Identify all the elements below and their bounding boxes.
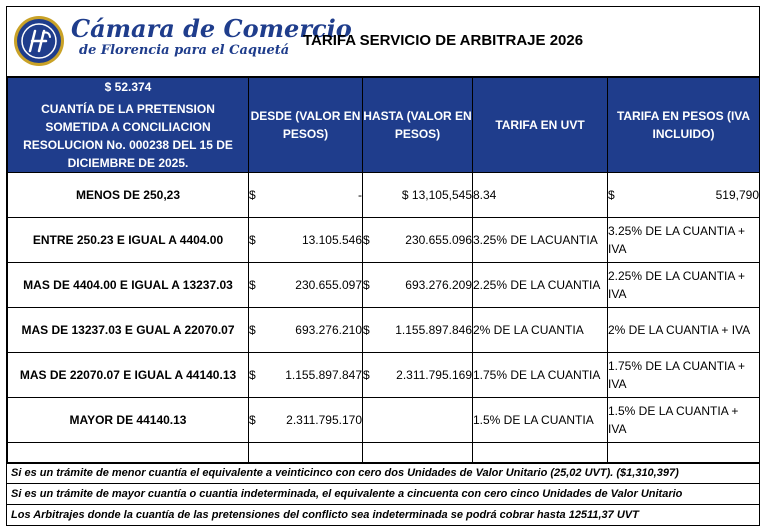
table-row: [8, 173, 760, 218]
range-cell: MAS DE 4404.00 E IGUAL A 13237.03: [8, 263, 249, 308]
table-row: [8, 398, 760, 443]
uvt-cell: 2.25% DE LA CUANTIA: [473, 263, 608, 308]
pesos-cell: 2% DE LA CUANTIA + IVA: [608, 308, 760, 353]
chamber-seal-icon: [13, 15, 65, 67]
hasta-cell: [363, 173, 473, 218]
amount-header: [8, 78, 249, 173]
uvt-cell: 3.25% DE LACUANTIA: [473, 218, 608, 263]
chamber-name: Cámara de Comercio: [71, 14, 352, 43]
currency-sign: $: [249, 233, 256, 247]
note-indeterminada: Los Arbitrajes donde la cuantía de las pretensiones del conflicto sea indeterminada se podrá cobrar hasta 12511,37 UVT: [7, 504, 759, 525]
amount-value: 2.311.795.170: [286, 413, 362, 427]
table-row: [8, 263, 760, 308]
amount-value: 230.655.097: [295, 278, 362, 292]
hasta-cell: [363, 308, 473, 353]
pesos-cell: 3.25% DE LA CUANTIA + IVA: [608, 218, 760, 263]
hasta-header: HASTA (VALOR EN PESOS): [363, 78, 473, 173]
amount-value: 230.655.096: [405, 233, 472, 247]
currency-sign: $: [249, 368, 256, 382]
uvt-cell: 2% DE LA CUANTIA: [473, 308, 608, 353]
sheet-header: [7, 7, 759, 77]
pesos-cell: [608, 173, 760, 218]
table-row: [8, 218, 760, 263]
range-cell: MAYOR DE 44140.13: [8, 398, 249, 443]
uvt-cell: 1.75% DE LA CUANTIA: [473, 353, 608, 398]
amount-value: 519,790: [715, 188, 759, 202]
currency-sign: $: [249, 323, 256, 337]
amount-value: 693.276.209: [405, 278, 472, 292]
amount-value: 1.155.897.847: [285, 368, 362, 382]
empty-cell: [363, 443, 473, 464]
empty-cell: [249, 443, 363, 464]
amount-header-label: CUANTÍA DE LA PRETENSION SOMETIDA A CONCILIACION RESOLUCION No. 000238 DEL 15 DE DICIEMBRE DE 2025.: [23, 102, 233, 170]
empty-cell: [8, 443, 249, 464]
pesos-header: TARIFA EN PESOS (IVA INCLUIDO): [608, 78, 760, 173]
desde-cell: [249, 398, 363, 443]
currency-sign: $: [249, 188, 256, 202]
amount-value: $ 13,105,545: [401, 188, 472, 202]
empty-cell: [608, 443, 760, 464]
note-menor-cuantia: Si es un trámite de menor cuantía el equivalente a veinticinco con cero dos Unidades de Valor Unitario (25,02 UVT). ($1,310,397): [7, 462, 759, 483]
currency-sign: $: [363, 233, 370, 247]
desde-cell: [249, 353, 363, 398]
desde-cell: [249, 218, 363, 263]
currency-sign: $: [608, 188, 615, 202]
page-title: TARIFA SERVICIO DE ARBITRAJE 2026: [303, 32, 584, 49]
table-row: [8, 308, 760, 353]
tariff-sheet: [6, 6, 760, 526]
desde-header: DESDE (VALOR EN PESOS): [249, 78, 363, 173]
desde-cell: [249, 263, 363, 308]
currency-sign: $: [363, 323, 370, 337]
amount-value: 1.155.897.846: [395, 323, 472, 337]
uvt-cell: 8.34: [473, 173, 608, 218]
amount-value: 13.105.546: [301, 233, 362, 247]
currency-sign: $: [249, 278, 256, 292]
range-cell: MAS DE 22070.07 E IGUAL A 44140.13: [8, 353, 249, 398]
hasta-cell: [363, 218, 473, 263]
currency-sign: $: [363, 278, 370, 292]
uvt-header: TARIFA EN UVT: [473, 78, 608, 173]
hasta-cell: [363, 263, 473, 308]
notes: [7, 462, 759, 525]
table-row: [8, 353, 760, 398]
currency-sign: $: [249, 413, 256, 427]
desde-cell: [249, 308, 363, 353]
amount-value: -: [358, 188, 362, 202]
pesos-cell: 1.75% DE LA CUANTIA + IVA: [608, 353, 760, 398]
desde-cell: [249, 173, 363, 218]
empty-cell: [473, 443, 608, 464]
uvt-value: $ 52.374: [104, 80, 152, 94]
chamber-subtitle: de Florencia para el Caquetá: [79, 43, 290, 58]
currency-sign: $: [363, 368, 370, 382]
amount-value: 2.311.795.169: [396, 368, 472, 382]
range-cell: MENOS DE 250,23: [8, 173, 249, 218]
uvt-cell: 1.5% DE LA CUANTIA: [473, 398, 608, 443]
empty-row: [8, 443, 760, 464]
hasta-cell: [363, 353, 473, 398]
amount-value: 693.276.210: [295, 323, 362, 337]
range-cell: MAS DE 13237.03 E GUAL A 22070.07: [8, 308, 249, 353]
tariff-table: [7, 77, 760, 464]
pesos-cell: 2.25% DE LA CUANTIA + IVA: [608, 263, 760, 308]
hasta-cell: [363, 398, 473, 443]
note-mayor-cuantia: Si es un trámite de mayor cuantía o cuantia indeterminada, el equivalente a cincuenta con cero cinco Unidades de Valor Unitario: [7, 483, 759, 504]
pesos-cell: 1.5% DE LA CUANTIA + IVA: [608, 398, 760, 443]
range-cell: ENTRE 250.23 E IGUAL A 4404.00: [8, 218, 249, 263]
